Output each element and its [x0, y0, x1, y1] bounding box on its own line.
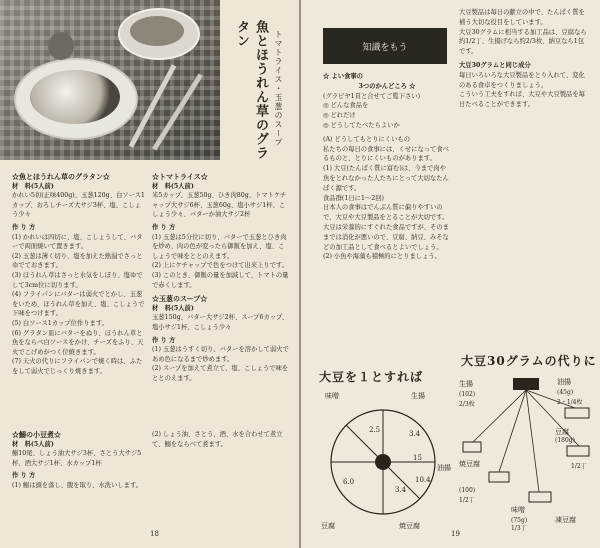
- amount-yakidofu: 1/2丁: [459, 497, 475, 504]
- ingredients-text: 米5カップ、玉葱50g、ひき肉80g、トマトケチャップ大サジ6杯、玉葱60g、塩小サジ1杯、こしょう少々、バターか油大サジ2杯: [152, 192, 287, 219]
- amount-namaage: 2/3枚: [459, 401, 475, 408]
- recipe-heading: ☆玉葱のスープ☆: [152, 294, 208, 304]
- amount-aburaage: 2・1/4枚: [557, 399, 583, 406]
- gratin-dish: [30, 70, 120, 124]
- value-yakidofu: (100): [459, 487, 476, 494]
- value-miso: (75g): [511, 517, 528, 524]
- step: (1) 玉葱は5分位に切り、バターで玉葱とひき肉を炒め、肉の色が変ったら御飯を加え、塩、こしょうで味をととのえます。: [152, 233, 287, 260]
- value-namaage: (102): [459, 391, 476, 398]
- step: (6) グラタン皿にバターをぬり、ほうれん草と魚をならべ白ソースをかけ、チーズをふり、天火でこげめがつく位焼きます。: [12, 329, 144, 356]
- step: (1) かれいは四切に、塩、こしょうして、バターで両面焼いて置きます。: [12, 233, 143, 251]
- point-item: ◎ どうしてたべたらよいか: [323, 121, 400, 129]
- right-page: [301, 0, 600, 548]
- body-paragraph: 大豆製品は毎日の献立の中で、たんぱく質を補う大切な役目をしています。: [459, 9, 585, 26]
- amount-tofu: 1/2丁: [571, 463, 587, 470]
- label-aburaage: 油揚: [557, 378, 571, 386]
- ingredients-label: 材 料(5人前): [12, 440, 54, 448]
- soup: [130, 16, 184, 46]
- amount-miso: 1/3丁: [511, 525, 527, 532]
- body-paragraph: 大豆は栄養的にすぐれた食品ですが、そのままでは消化が悪いので、豆腐、納豆、みそなどの加工品として食べるとよいでしょう。: [323, 223, 449, 251]
- value-2: 6.0: [343, 478, 355, 486]
- method-label: 作 り 方: [152, 223, 176, 231]
- body-paragraph: 大豆30グラムに相当する加工品は、豆腐なら約1/2丁、生揚げなら約2/3枚、納豆なら1包です。: [459, 28, 587, 56]
- recipe-heading: ☆鰯の小豆煮☆: [12, 430, 61, 439]
- section-title: ☆ よい食事の: [323, 73, 363, 80]
- ratio-diagram: [313, 392, 453, 532]
- food-photo: [0, 0, 220, 160]
- ingredients-label: 材 料(5人前): [12, 182, 54, 190]
- value-5: 3.4: [395, 486, 407, 494]
- recipe-nimono: [12, 430, 146, 491]
- left-page: [0, 0, 299, 548]
- arrow-line: [473, 390, 526, 442]
- value-6: 10.4: [415, 476, 431, 484]
- body-paragraph: 食品群(1日に1〜2回): [323, 194, 385, 202]
- step: (1) 鰯は頭を落し、腹を取り、水洗いします。: [12, 481, 143, 489]
- label-koyadofu: 凍豆腐: [555, 516, 576, 524]
- label-tofu: 豆腐: [321, 522, 335, 530]
- page-title: 魚とほうれん草のグラタン: [234, 20, 268, 160]
- value-3: 3.4: [409, 430, 421, 438]
- side-item: [48, 32, 74, 60]
- ingredients-text: 鰯10尾、しょう油大サジ3杯、さとう大サジ5杯、酒大サジ1杯、水カップ1杯: [12, 450, 142, 467]
- value-tofu: (180g): [555, 437, 575, 444]
- section-banner: 知識をもう: [323, 28, 447, 64]
- label-namaage: 生揚: [459, 380, 473, 388]
- step: (3) このとき、御飯の量を加減して、トマトの量で赤くします。: [152, 271, 289, 289]
- recipe-heading: ☆トマトライス☆: [152, 172, 208, 181]
- diagram-left-title: 大豆を１とすれば: [319, 370, 424, 384]
- item-box: [567, 446, 589, 456]
- item-box: [529, 492, 551, 502]
- page-number: 19: [451, 530, 460, 538]
- step: (3) ほうれん草はさっと水気をしぼり、塩ゆでして3cm位に切ります。: [12, 271, 143, 289]
- body-paragraph: (1) 大豆(たんぱく質に富む)は、今まで肉や魚をとれなかった人たちにとって大切なたんぱく源です。: [323, 165, 449, 192]
- arrow-line: [526, 390, 539, 492]
- step: (1) 玉葱はうすく切り、バターを溶かして弱火であめ色になるまで炒めます。: [152, 346, 289, 363]
- step: (2) 玉葱は薄く切り、塩を加えた熱湯でさっとゆでておきます。: [12, 252, 143, 270]
- step: (4) フライパンにバターは弱火でとかし、玉葱をいため、ほうれん草を加え、塩、こしょうで下味をつけます。: [12, 291, 145, 318]
- recipe-heading: ☆魚とほうれん草のグラタン☆: [12, 172, 110, 181]
- label-aburaage: 油揚: [437, 464, 451, 472]
- step: (2) しょう油、さとう、酒、水を合わせて煮立て、鰯をならべて煮ます。: [152, 431, 283, 448]
- soybean-center: [375, 454, 391, 470]
- body-subheading: 大豆30グラムと同じ成分: [459, 61, 531, 69]
- right-left-column: [323, 72, 451, 262]
- item-box: [489, 472, 509, 482]
- point-item: ◎ どれだけ: [323, 112, 356, 120]
- value-aburaage: (45g): [557, 389, 574, 396]
- right-right-column: [459, 8, 589, 110]
- ingredients-text: かれい5切(正味400g)、玉葱120g、白ソース1カップ、おろしチーズ大サジ3杯、塩、こしょう少々: [12, 192, 145, 219]
- item-box: [463, 442, 481, 452]
- substitute-diagram: [459, 372, 595, 532]
- method-label: 作 り 方: [12, 472, 36, 480]
- body-paragraph: 日本人の食事はでんぷん質に偏りやすいので、大豆や大豆製品をとることが大切です。: [323, 204, 449, 222]
- body-paragraph: こういう工夫をすれば、大豆や大豆製品を毎日たべることができます。: [459, 91, 585, 109]
- label-tofu: 豆腐: [555, 428, 569, 436]
- section-title-2: 3つのかんどころ ☆: [358, 82, 416, 90]
- recipe-tomato-soup: [152, 172, 290, 383]
- ingredients-text: 玉葱150g、バター大サジ2杯、スープ6カップ、塩小サジ1杯、こしょう少々: [152, 314, 289, 331]
- body-paragraph: 私たちの毎日の食事には、くせになって食べるものと、とりにくいものがあります。: [323, 145, 449, 163]
- body-paragraph: (A) どうしてもとりにくいもの: [323, 135, 411, 143]
- label-miso: 味噌: [511, 506, 525, 514]
- body-paragraph: 毎日いろいろな大豆製品をとり入れて、変化のある食卓をつくりましょう。: [459, 71, 585, 89]
- item-box: [565, 408, 589, 418]
- ingredients-label: 材 料(5人前): [152, 182, 194, 190]
- vertical-title-box: [222, 20, 292, 170]
- step: (7) 天火の代りにフライパンで焼く時は、ふたをして弱火でじっくり焼きます。: [12, 358, 143, 375]
- diagram-right-title: 大豆30グラムの代りに: [461, 354, 597, 368]
- method-label: 作 り 方: [12, 223, 36, 231]
- step: (5) 白ソース1カップ位作ります。: [12, 319, 108, 327]
- page-number: 18: [150, 530, 159, 538]
- label-yakidofu: 焼豆腐: [399, 522, 420, 530]
- point-item: ◎ どんな食品を: [323, 102, 369, 110]
- label-namaage: 生揚: [411, 392, 425, 400]
- page-subtitle: トマトライス・玉葱のスープ: [274, 30, 283, 147]
- step: (2) スープを加えて煮立て、塩、こしょうで味をととのえます。: [152, 365, 289, 382]
- value-4: 15: [413, 454, 422, 462]
- recipe-nimono-cont: [152, 430, 290, 449]
- method-label: 作 り 方: [152, 336, 176, 344]
- value-1: 2.5: [369, 426, 381, 434]
- arrow-line: [499, 390, 526, 472]
- body-paragraph: (2) 小魚や海藻も積極的にとりましょう。: [323, 253, 441, 261]
- soybean-box: [513, 378, 539, 390]
- ingredients-label: 材 料(5人前): [152, 304, 194, 312]
- recipe-gratin: [12, 172, 146, 376]
- step: (2) 上にケチャップで色をつけて出来上りです。: [152, 262, 289, 270]
- label-yakidofu: 焼豆腐: [459, 460, 480, 468]
- label-miso: 味噌: [325, 392, 339, 400]
- subnote: (グラビヤ1頁と合せてご覧下さい): [323, 92, 421, 100]
